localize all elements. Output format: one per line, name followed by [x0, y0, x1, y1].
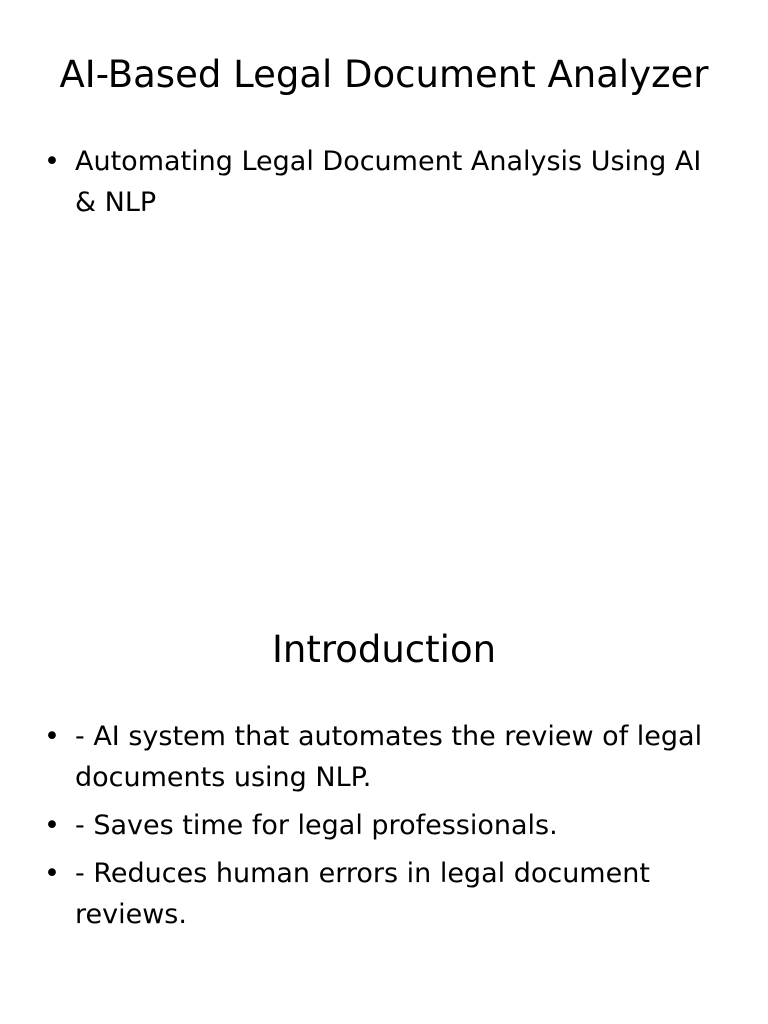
- bullet-icon: •: [44, 146, 60, 177]
- bullet-text: - Saves time for legal professionals.: [75, 810, 558, 841]
- bullet-icon: •: [44, 721, 60, 752]
- slide-title: Introduction: [271, 628, 497, 671]
- bullet-icon: •: [44, 858, 60, 889]
- bullet-list: [44, 716, 724, 942]
- bullet-item: [44, 805, 724, 846]
- slide-2: [0, 576, 768, 1024]
- slide-title: AI-Based Legal Document Analyzer: [59, 53, 709, 96]
- bullet-text: - Reduces human errors in legal document reviews.: [75, 858, 650, 930]
- bullet-list: [44, 141, 724, 230]
- bullet-item: [44, 716, 724, 798]
- bullet-item: [44, 853, 724, 935]
- bullet-text: Automating Legal Document Analysis Using AI & NLP: [75, 146, 702, 218]
- bullet-text: - AI system that automates the review of legal documents using NLP.: [75, 721, 703, 793]
- bullet-item: [44, 141, 724, 223]
- bullet-icon: •: [44, 810, 60, 841]
